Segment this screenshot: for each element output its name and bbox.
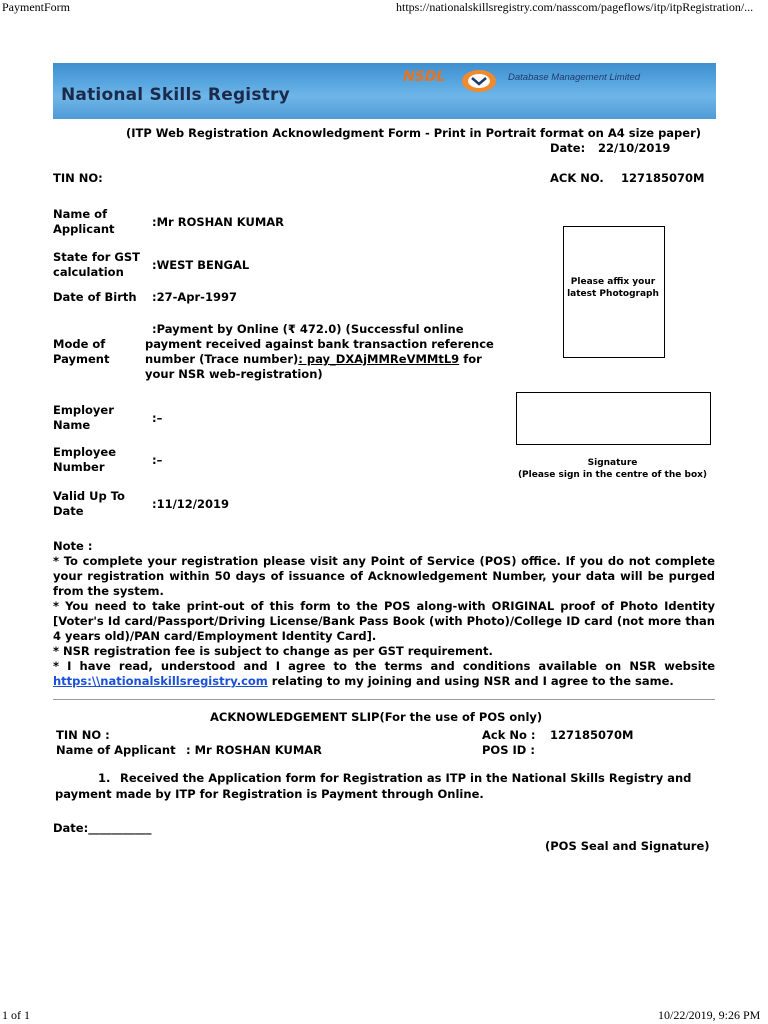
payment-line-4: your NSR web-registration) <box>145 367 323 381</box>
terms-prefix: * I have read, understood and I agree to the terms and conditions available on NSR website <box>53 659 715 673</box>
slip-pos-label: POS ID : <box>482 743 535 757</box>
slip-date-label: Date:___________ <box>53 821 152 835</box>
slip-item-text-1: Received the Application form for Registration as ITP in the National Skills Registry and <box>120 771 692 785</box>
employer-label-2: Name <box>53 418 91 432</box>
state-value: :WEST BENGAL <box>152 258 250 272</box>
terms-suffix: relating to my joining and using NSR and I agree to the same. <box>267 674 674 688</box>
print-header-title: PaymentForm <box>2 0 70 14</box>
ack-value: 127185070M <box>621 171 705 185</box>
signature-label: Signature <box>587 458 638 468</box>
note-item-terms <box>53 659 715 689</box>
date-value: 22/10/2019 <box>598 141 671 155</box>
employee-label-2: Number <box>53 460 105 474</box>
slip-item-number: 1. <box>98 771 111 785</box>
name-label-2: Applicant <box>53 222 115 236</box>
banner-title: National Skills Registry <box>61 85 290 105</box>
employee-label-1: Employee <box>53 445 117 459</box>
name-label-1: Name of <box>53 207 108 221</box>
payment-line-2: payment received against bank transaction reference <box>145 337 494 351</box>
employee-value: :– <box>152 453 163 467</box>
slip-tin-label: TIN NO : <box>56 728 110 742</box>
note-item: * To complete your registration please visit any Point of Service (POS) office. If you do not complete your registration within 50 days of issuance of Acknowledgement Number, your data will be purged from the system. <box>53 554 715 598</box>
slip-name-label: Name of Applicant <box>56 743 176 757</box>
nsdl-text: NSDL <box>403 69 446 85</box>
trace-number: : pay_DXAjMMReVMMtL9 <box>298 352 460 366</box>
date-label: Date: <box>550 141 586 155</box>
print-header-url: https://nationalskillsregistry.com/nasscom/pageflows/itp/itpRegistration/... <box>396 0 754 14</box>
valid-label-2: Date <box>53 504 84 518</box>
ack-label: ACK NO. <box>550 171 604 185</box>
payment-line-1: :Payment by Online (₹ 472.0) (Successful online <box>152 322 464 336</box>
valid-label-1: Valid Up To <box>53 489 125 503</box>
photo-label: Please affix your latest Photograph <box>567 277 659 299</box>
tin-label: TIN NO: <box>53 171 103 185</box>
name-value: :Mr ROSHAN KUMAR <box>152 215 285 229</box>
state-label-2: calculation <box>53 265 124 279</box>
payment-label-1: Mode of <box>53 337 106 351</box>
signature-box <box>516 392 711 445</box>
dob-label: Date of Birth <box>53 290 137 304</box>
slip-name-value: : Mr ROSHAN KUMAR <box>186 743 323 757</box>
form-heading: (ITP Web Registration Acknowledgment Form - Print in Portrait format on A4 size paper) <box>126 126 702 140</box>
payment-line-3b: for <box>459 352 482 366</box>
nsdl-logo-icon <box>459 68 499 94</box>
note-item: * NSR registration fee is subject to change as per GST requirement. <box>53 644 493 658</box>
signature-hint: (Please sign in the centre of the box) <box>517 470 708 480</box>
print-footer-timestamp: 10/22/2019, 9:26 PM <box>658 1008 761 1022</box>
slip-item-text-2: payment made by ITP for Registration is Payment through Online. <box>55 787 484 801</box>
nsr-banner <box>53 63 716 119</box>
employer-value: :– <box>152 411 163 425</box>
state-label-1: State for GST <box>53 250 140 264</box>
notes-section <box>53 539 715 689</box>
nsr-website-link[interactable]: https:\\nationalskillsregistry.com <box>53 674 268 688</box>
signature-label-block <box>500 457 725 481</box>
notes-title: Note : <box>53 539 93 553</box>
valid-value: :11/12/2019 <box>152 497 230 511</box>
slip-ack-label: Ack No : <box>482 728 536 742</box>
payment-label-2: Payment <box>53 352 110 366</box>
payment-line-3a: number (Trace number) <box>145 352 299 366</box>
dob-value: :27-Apr-1997 <box>152 290 237 304</box>
print-footer-page: 1 of 1 <box>2 1008 30 1022</box>
pos-seal-label: (POS Seal and Signature) <box>545 839 710 853</box>
divider <box>53 699 715 700</box>
note-item: * You need to take print-out of this form to the POS along-with ORIGINAL proof of Photo Identity [Voter's Id card/Passport/Driving License/Bank Pass Book (with Photo)/College ID card (not more than 4 years old)/PAN card/Employment Identity Card]. <box>53 599 715 643</box>
company-name: Database Management Limited <box>508 72 641 83</box>
slip-title: ACKNOWLEDGEMENT SLIP(For the use of POS only) <box>210 710 543 724</box>
employer-label-1: Employer <box>53 403 114 417</box>
slip-ack-value: 127185070M <box>550 728 634 742</box>
payment-line-3 <box>145 352 482 366</box>
